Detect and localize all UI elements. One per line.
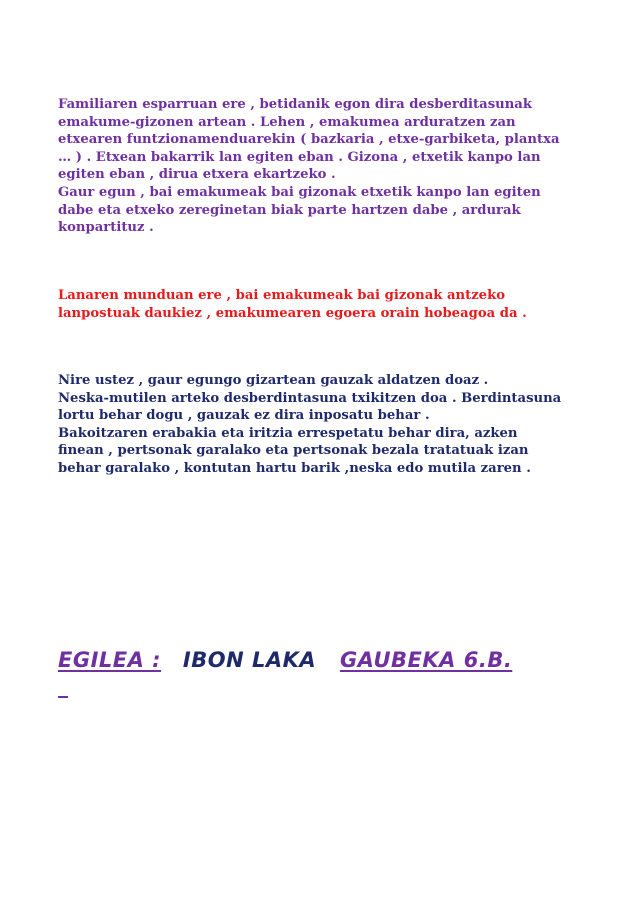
paragraph-line: lanpostuak daukiez , emakumearen egoera orain hobeagoa da . <box>58 305 527 321</box>
author-line <box>58 646 598 674</box>
author-surname: GAUBEKA 6.B. <box>339 648 513 672</box>
paragraph-line: egiten eban , dirua etxera ekartzeko . <box>58 167 336 183</box>
paragraph-line: lortu behar dogu , gauzak ez dira inposatu behar . <box>58 408 430 424</box>
paragraph-opinion <box>58 372 598 478</box>
paragraph-line: etxearen funtzionamenduarekin ( bazkaria , etxe-garbiketa, plantxa <box>58 132 560 148</box>
paragraph-line: Bakoitzaren erabakia eta iritzia errespetatu behar dira, azken <box>58 425 518 441</box>
paragraph-line: Neska-mutilen arteko desberdintasuna txikitzen doa . Berdintasuna <box>58 390 562 406</box>
author-name: IBON LAKA <box>182 648 317 672</box>
paragraph-line: emakume-gizonen artean . Lehen , emakumea arduratzen zan <box>58 114 516 130</box>
paragraph-line: … ) . Etxean bakarrik lan egiten eban . Gizona , etxetik kanpo lan <box>58 149 541 165</box>
paragraph-line: konpartituz . <box>58 220 154 236</box>
paragraph-line: Nire ustez , gaur egungo gizartean gauzak aldatzen doaz . <box>58 373 489 388</box>
author-label: EGILEA : <box>58 648 162 672</box>
paragraph-line: Gaur egun , bai emakumeak bai gizonak etxetik kanpo lan egiten <box>58 184 541 200</box>
paragraph-line: Lanaren munduan ere , bai emakumeak bai gizonak antzeko <box>58 288 506 303</box>
paragraph-line: behar garalako , kontutan hartu barik ,neska edo mutila zaren . <box>58 460 531 476</box>
paragraph-family <box>58 96 598 237</box>
paragraph-work <box>58 287 598 322</box>
trailing-underscore-mark <box>58 696 68 698</box>
paragraph-line: Familiaren esparruan ere , betidanik egon dira desberditasunak <box>58 97 532 112</box>
paragraph-line: finean , pertsonak garalako eta pertsonak bezala tratatuak izan <box>58 443 529 459</box>
paragraph-line: dabe eta etxeko zereginetan biak parte hartzen dabe , ardurak <box>58 202 521 218</box>
